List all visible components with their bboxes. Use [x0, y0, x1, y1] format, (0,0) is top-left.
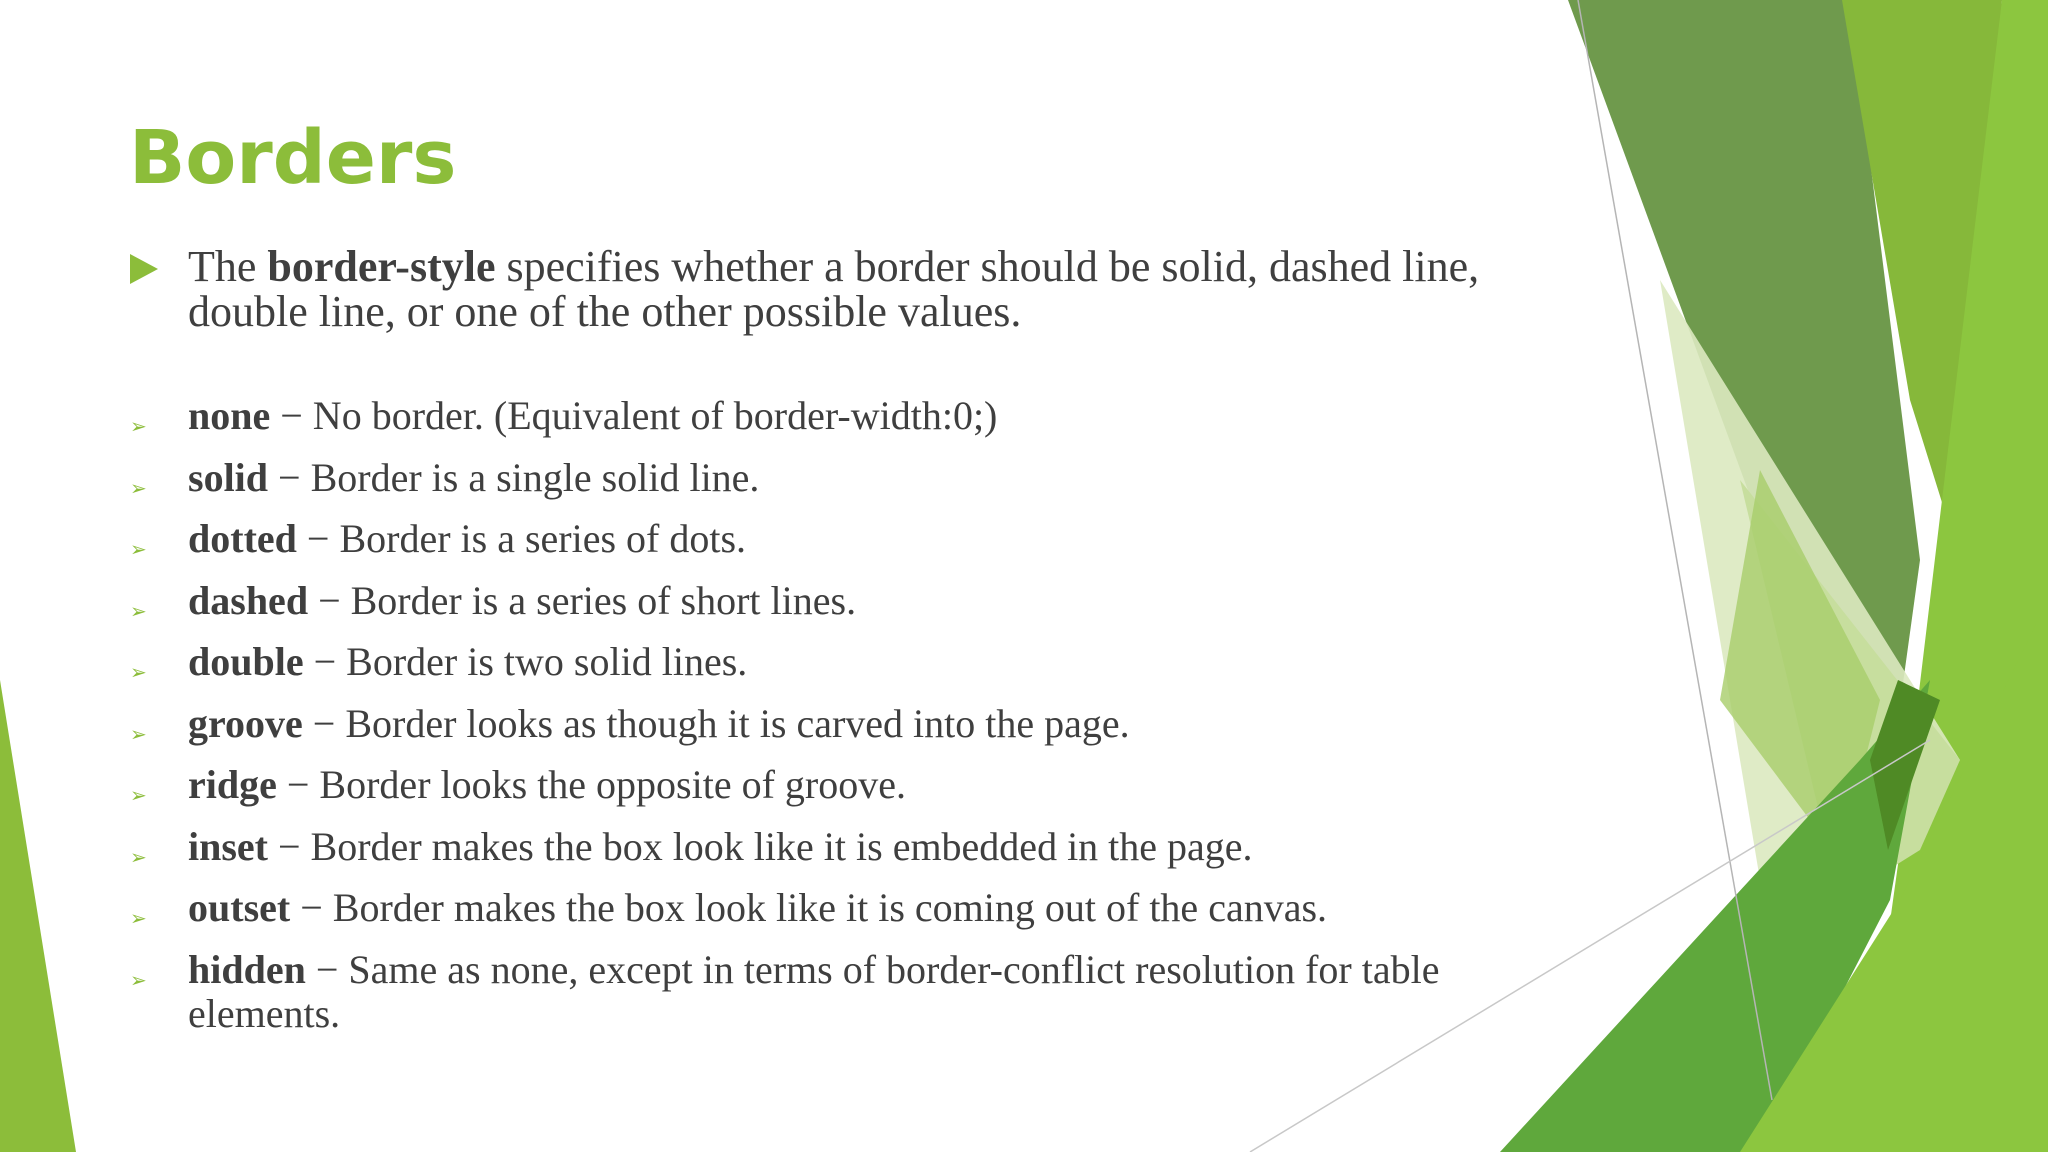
list-item-term: solid: [188, 454, 269, 500]
arrowhead-right-icon: ➢: [130, 844, 147, 869]
list-item-solid: [130, 454, 1530, 516]
slide-title: Borders: [129, 115, 457, 201]
list-item-desc: − Border looks the opposite of groove.: [276, 762, 906, 807]
arrowhead-right-icon: ➢: [130, 475, 147, 500]
list-item-double: [130, 638, 1530, 700]
list-item-term: hidden: [188, 946, 306, 992]
list-item-text: [188, 454, 759, 516]
triangle-right-icon: [130, 244, 188, 334]
arrowhead-right-icon: ➢: [130, 906, 147, 930]
arrowhead-right-icon: ➢: [130, 783, 147, 807]
list-item-text: [188, 577, 856, 639]
left-green-sliver: [0, 680, 76, 1152]
list-item-term: groove: [188, 700, 303, 746]
list-item-text: [188, 823, 1253, 885]
list-item-outset: [130, 884, 1530, 946]
list-item-term: outset: [188, 885, 291, 930]
list-item-term: dashed: [188, 577, 309, 623]
list-item-term: dotted: [188, 516, 297, 561]
list-item-groove: [130, 700, 1530, 762]
list-item-desc: − Border is two solid lines.: [303, 639, 748, 684]
list-item-term: inset: [188, 823, 268, 869]
lead-term: border-style: [267, 242, 496, 291]
list-item-desc: − No border. (Equivalent of border-width:0;): [270, 393, 998, 438]
arrowhead-right-icon: ➢: [130, 537, 147, 561]
arrowhead-right-icon: ➢: [130, 967, 147, 992]
list-item-desc: − Border is a series of short lines.: [308, 577, 857, 623]
list-item-desc: − Border is a series of dots.: [296, 516, 747, 561]
list-item-term: ridge: [188, 762, 277, 807]
list-item-desc: − Border looks as though it is carved into the page.: [302, 700, 1130, 746]
list-item-text: [188, 515, 746, 577]
arrowhead-right-icon: ➢: [130, 721, 147, 746]
list-item-text: [188, 392, 997, 454]
list-item-desc: − Border makes the box look like it is coming out of the canvas.: [290, 885, 1328, 930]
list-item-dotted: [130, 515, 1530, 577]
list-item-term: double: [188, 639, 304, 684]
lead-rest: specifies whether a border should be solid, dashed line, double line, or one of the other possible values.: [188, 242, 1480, 336]
list-item-text: [188, 761, 906, 823]
list-item-inset: [130, 823, 1530, 885]
list-item-term: none: [188, 393, 271, 438]
list-item-text: [188, 946, 1530, 1036]
list-item-ridge: [130, 761, 1530, 823]
list-item-desc: − Border makes the box look like it is embedded in the page.: [268, 823, 1253, 869]
arrowhead-right-icon: ➢: [130, 598, 147, 623]
arrowhead-right-icon: ➢: [130, 414, 147, 438]
lead-text: [188, 244, 1530, 334]
list-item-none: [130, 392, 1530, 454]
lead-prefix: The: [188, 242, 268, 291]
list-item-text: [188, 884, 1327, 946]
list-item-dashed: [130, 577, 1530, 639]
border-style-list: [130, 392, 1530, 1036]
list-item-text: [188, 638, 747, 700]
list-item-hidden: [130, 946, 1530, 1036]
list-item-desc: − Border is a single solid line.: [268, 454, 760, 500]
list-item-text: [188, 700, 1130, 762]
list-item-desc: − Same as none, except in terms of border-conflict resolution for table elements.: [188, 946, 1440, 1036]
arrowhead-right-icon: ➢: [130, 660, 147, 684]
lead-paragraph: [130, 244, 1530, 334]
